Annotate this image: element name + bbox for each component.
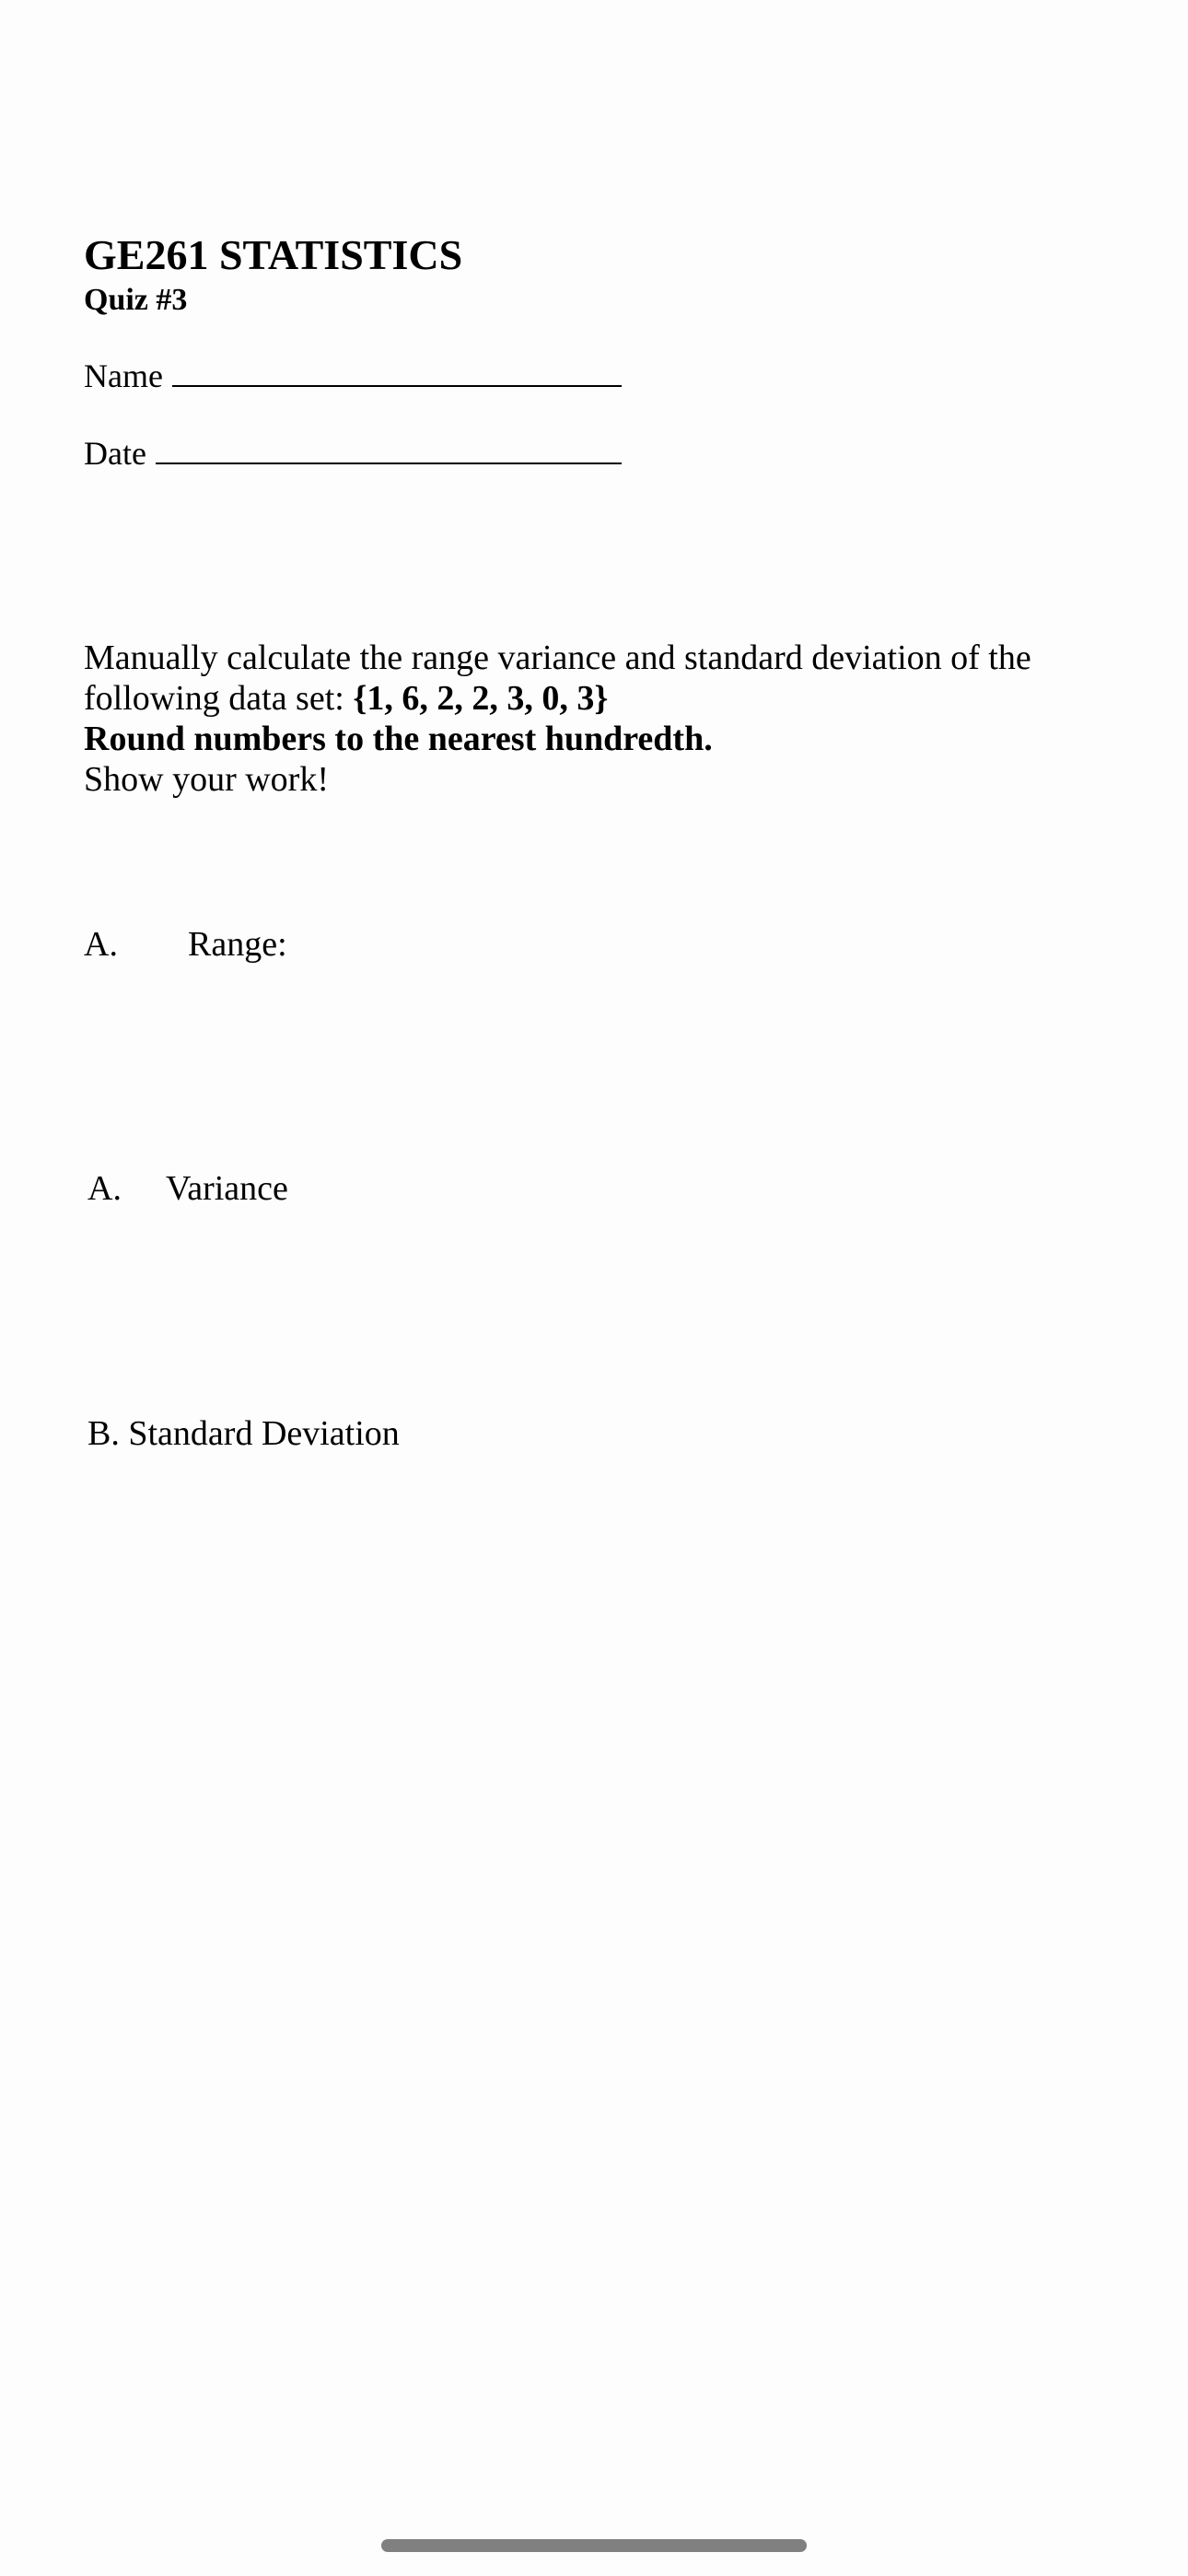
question-label: Standard Deviation bbox=[128, 1414, 400, 1453]
question-range bbox=[84, 924, 287, 965]
instructions bbox=[84, 638, 1134, 800]
name-blank-line bbox=[172, 357, 622, 387]
question-letter: B. bbox=[87, 1414, 120, 1453]
date-blank-line bbox=[156, 435, 622, 464]
date-label: Date bbox=[84, 435, 146, 472]
home-indicator[interactable] bbox=[381, 2539, 807, 2552]
data-set: {1, 6, 2, 2, 3, 0, 3} bbox=[353, 679, 609, 718]
name-label: Name bbox=[84, 357, 163, 394]
question-letter: A. bbox=[84, 925, 118, 964]
name-field bbox=[84, 356, 622, 396]
question-label: Variance bbox=[166, 1169, 288, 1208]
question-label: Range: bbox=[188, 925, 287, 964]
quiz-number: Quiz #3 bbox=[84, 283, 188, 317]
instruction-prefix: Manually calculate the range variance and standard deviation of the following data set: bbox=[84, 638, 1031, 718]
date-field bbox=[84, 433, 622, 474]
question-variance bbox=[87, 1168, 288, 1209]
document-title: GE261 STATISTICS bbox=[84, 231, 463, 278]
question-letter: A. bbox=[87, 1169, 122, 1208]
instruction-text bbox=[84, 638, 1134, 719]
question-standard-deviation bbox=[87, 1413, 400, 1454]
rounding-instruction: Round numbers to the nearest hundredth. bbox=[84, 720, 713, 758]
show-work-instruction: Show your work! bbox=[84, 760, 329, 799]
